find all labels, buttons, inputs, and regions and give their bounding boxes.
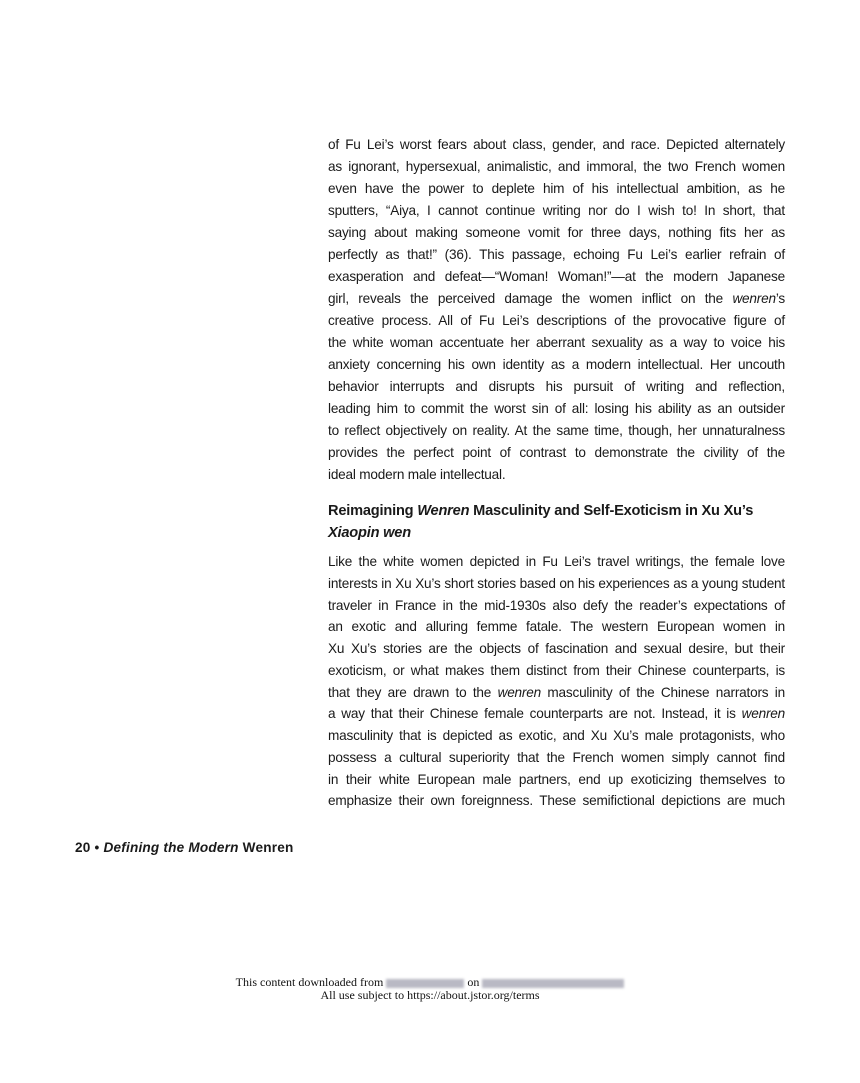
italic-text: Xiaopin wen	[328, 525, 411, 541]
text-line	[328, 310, 785, 332]
text-line	[328, 703, 785, 725]
terms-line: All use subject to https://about.jstor.org/terms	[320, 988, 540, 1002]
text-segment: Like the white women depicted in Fu Lei’s travel writings, the female love	[328, 554, 785, 569]
italic-text: wenren	[497, 684, 541, 700]
text-line	[328, 222, 785, 244]
text-segment: an exotic and alluring femme fatale. The western European women in	[328, 619, 785, 635]
text-line	[328, 551, 785, 573]
text-line	[328, 442, 785, 464]
text-line	[328, 288, 785, 310]
text-line	[328, 376, 785, 398]
text-segment: creative process. All of Fu Lei’s descriptions of the provocative figure of	[328, 313, 785, 328]
text-line	[328, 725, 785, 747]
text-line	[328, 595, 785, 617]
text-line	[328, 420, 785, 442]
download-prefix: This content downloaded from	[235, 975, 384, 989]
bullet-separator: •	[94, 840, 100, 855]
text-line	[328, 354, 785, 376]
text-segment: as ignorant, hypersexual, animalistic, and immoral, the two French women	[328, 159, 785, 174]
italic-text: wenren	[732, 291, 776, 306]
text-segment: ideal modern male intellectual.	[328, 467, 506, 482]
book-title-roman: Wenren	[242, 840, 294, 855]
redacted-ip	[386, 979, 464, 988]
book-title-italic: Defining the Modern	[103, 840, 239, 855]
text-segment: that they are drawn to the	[328, 684, 498, 700]
text-line	[328, 769, 785, 791]
text-line	[328, 747, 785, 769]
text-line	[328, 200, 785, 222]
text-segment: Masculinity and Self-Exoticism in Xu Xu’s	[469, 503, 754, 519]
text-segment: exasperation and defeat—“Woman! Woman!”—at the modern Japanese	[328, 269, 785, 284]
page-number: 20	[75, 840, 91, 855]
text-line	[328, 266, 785, 288]
text-line	[328, 573, 785, 595]
text-segment: leading him to commit the worst sin of all: losing his ability as an outsider	[328, 401, 785, 416]
text-line	[328, 682, 785, 704]
text-segment: provides the perfect point of contrast to demonstrate the civility of the	[328, 445, 785, 460]
text-line	[328, 398, 785, 420]
section-heading	[328, 500, 785, 544]
text-segment: possess a cultural superiority that the French women simply cannot find	[328, 749, 785, 765]
text-segment: behavior interrupts and disrupts his pursuit of writing and reflection,	[328, 379, 785, 394]
text-segment: Xu Xu’s stories are the objects of fascination and sexual desire, but their	[328, 641, 785, 656]
paragraph-1	[328, 134, 785, 486]
text-segment: even have the power to deplete him of his intellectual ambition, as he	[328, 181, 785, 196]
text-segment: interests in Xu Xu’s short stories based on his experiences as a young student	[328, 575, 785, 591]
italic-text: Wenren	[417, 503, 470, 519]
running-footer	[75, 838, 860, 858]
text-segment: sputters, “Aiya, I cannot continue writing nor do I wish to! In short, that	[328, 203, 785, 218]
text-segment: traveler in France in the mid-1930s also defy the reader’s expectations of	[328, 597, 785, 613]
paragraph-2	[328, 551, 785, 812]
text-line	[328, 178, 785, 200]
text-segment: masculinity of the Chinese narrators in	[540, 684, 785, 700]
download-notice	[0, 976, 860, 1010]
text-line	[328, 244, 785, 266]
text-segment: the white woman accentuate her aberrant sexuality as a way to voice his	[328, 335, 785, 350]
text-segment: ’s	[775, 291, 785, 306]
text-segment: a way that their Chinese female counterparts are not. Instead, it is	[328, 706, 742, 722]
text-line	[328, 156, 785, 178]
text-segment: Reimagining	[328, 503, 418, 519]
redacted-date	[482, 979, 624, 988]
download-on: on	[467, 975, 480, 989]
text-segment: in their white European male partners, end up exoticizing themselves to	[328, 771, 785, 787]
text-line	[328, 522, 785, 544]
text-segment: girl, reveals the perceived damage the women inflict on the	[328, 291, 733, 306]
text-line	[328, 638, 785, 660]
text-segment: perfectly as that!” (36). This passage, echoing Fu Lei’s earlier refrain of	[328, 247, 785, 262]
text-line	[328, 464, 785, 486]
text-segment: exoticism, or what makes them distinct from their Chinese counterparts, is	[328, 662, 785, 678]
italic-text: wenren	[741, 706, 785, 722]
download-line-1	[0, 976, 860, 989]
text-segment: masculinity that is depicted as exotic, and Xu Xu’s male protagonists, who	[328, 728, 785, 743]
text-line	[328, 790, 785, 812]
text-line	[328, 616, 785, 638]
text-line	[328, 134, 785, 156]
text-line	[328, 500, 785, 522]
text-line	[328, 660, 785, 682]
text-segment: to reflect objectively on reality. At the same time, though, her unnaturalness	[328, 423, 785, 438]
text-segment: saying about making someone vomit for three days, nothing fits her as	[328, 225, 785, 240]
text-segment: emphasize their own foreignness. These semifictional depictions are much	[328, 793, 785, 809]
text-segment: of Fu Lei’s worst fears about class, gender, and race. Depicted alternately	[328, 137, 785, 152]
text-segment: anxiety concerning his own identity as a modern intellectual. Her uncouth	[328, 357, 785, 372]
text-line	[328, 332, 785, 354]
